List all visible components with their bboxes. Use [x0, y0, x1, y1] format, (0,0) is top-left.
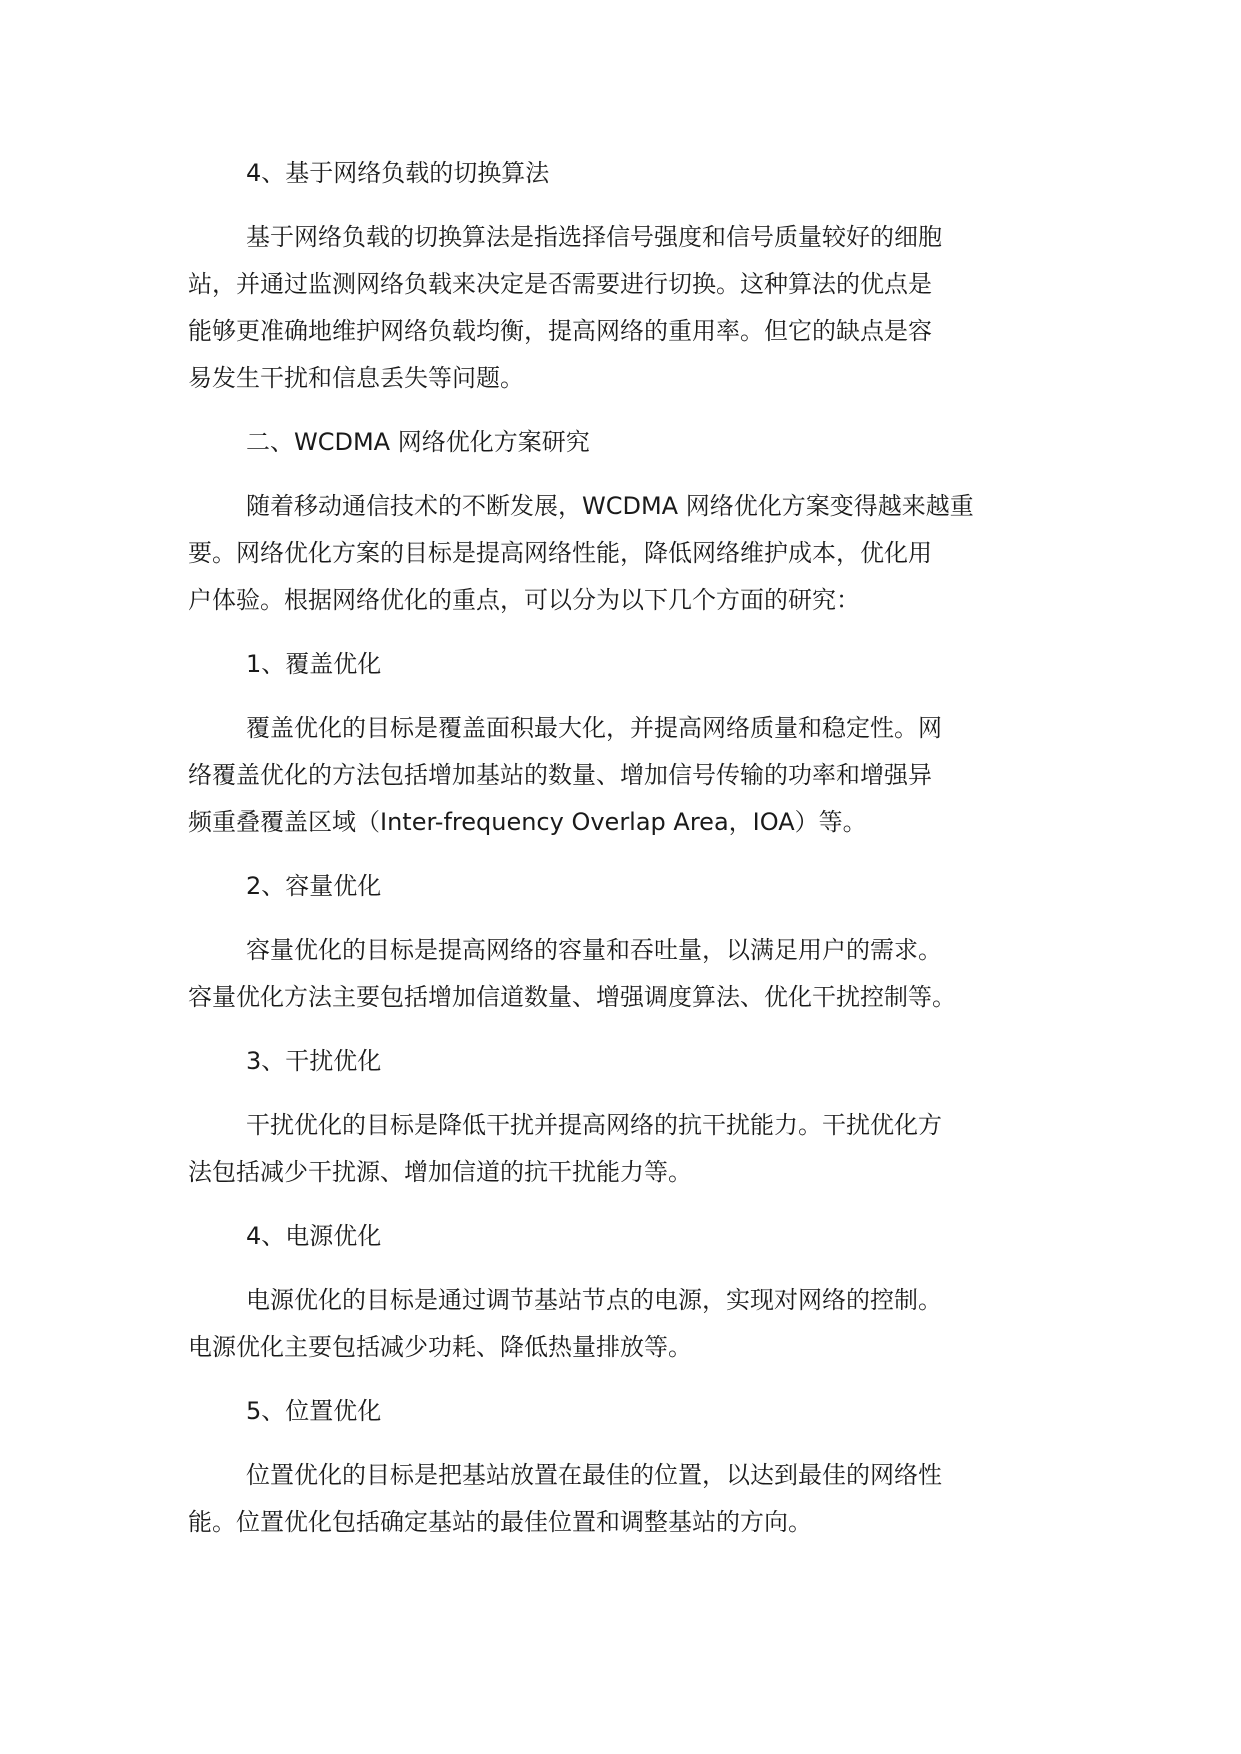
- section-heading: 4、基于网络负载的切换算法: [246, 159, 550, 187]
- paragraph-line: 位置优化的目标是把基站放置在最佳的位置，以达到最佳的网络性: [246, 1461, 942, 1489]
- paragraph-line: 能够更准确地维护网络负载均衡，提高网络的重用率。但它的缺点是容: [188, 317, 932, 345]
- paragraph-line: 电源优化的目标是通过调节基站节点的电源，实现对网络的控制。: [246, 1286, 942, 1314]
- paragraph-line: 随着移动通信技术的不断发展，WCDMA 网络优化方案变得越来越重: [246, 492, 974, 520]
- body-paragraph: [188, 1102, 1068, 1196]
- paragraph-line: 容量优化方法主要包括增加信道数量、增强调度算法、优化干扰控制等。: [188, 983, 956, 1011]
- body-paragraph: [188, 1452, 1068, 1546]
- paragraph-line: 电源优化主要包括减少功耗、降低热量排放等。: [188, 1333, 692, 1361]
- paragraph-line: 覆盖优化的目标是覆盖面积最大化，并提高网络质量和稳定性。网: [246, 714, 942, 742]
- paragraph-line: 站，并通过监测网络负载来决定是否需要进行切换。这种算法的优点是: [188, 270, 932, 298]
- paragraph-line: 要。网络优化方案的目标是提高网络性能，降低网络维护成本，优化用: [188, 539, 932, 567]
- paragraph-line: 络覆盖优化的方法包括增加基站的数量、增加信号传输的功率和增强异: [188, 761, 932, 789]
- body-paragraph: [188, 1277, 1068, 1371]
- section-heading: 5、位置优化: [246, 1397, 382, 1425]
- paragraph-line: 易发生干扰和信息丢失等问题。: [188, 364, 524, 392]
- section-heading: 3、干扰优化: [246, 1047, 382, 1075]
- paragraph-line: 基于网络负载的切换算法是指选择信号强度和信号质量较好的细胞: [246, 223, 942, 251]
- paragraph-line: 干扰优化的目标是降低干扰并提高网络的抗干扰能力。干扰优化方: [246, 1111, 942, 1139]
- body-paragraph: [188, 927, 1068, 1021]
- section-heading: 1、覆盖优化: [246, 650, 382, 678]
- body-paragraph: [188, 705, 1068, 846]
- paragraph-line: 容量优化的目标是提高网络的容量和吞吐量，以满足用户的需求。: [246, 936, 942, 964]
- paragraph-line: 频重叠覆盖区域（Inter-frequency Overlap Area，IOA）等。: [188, 808, 867, 836]
- paragraph-line: 户体验。根据网络优化的重点，可以分为以下几个方面的研究：: [188, 586, 860, 614]
- document-body: [188, 150, 1068, 1563]
- body-paragraph: [188, 483, 1068, 624]
- paragraph-line: 法包括减少干扰源、增加信道的抗干扰能力等。: [188, 1158, 692, 1186]
- section-heading: 2、容量优化: [246, 872, 382, 900]
- section-heading: 4、电源优化: [246, 1222, 382, 1250]
- paragraph-line: 能。位置优化包括确定基站的最佳位置和调整基站的方向。: [188, 1508, 812, 1536]
- section-heading: 二、WCDMA 网络优化方案研究: [246, 428, 590, 456]
- body-paragraph: [188, 214, 1068, 402]
